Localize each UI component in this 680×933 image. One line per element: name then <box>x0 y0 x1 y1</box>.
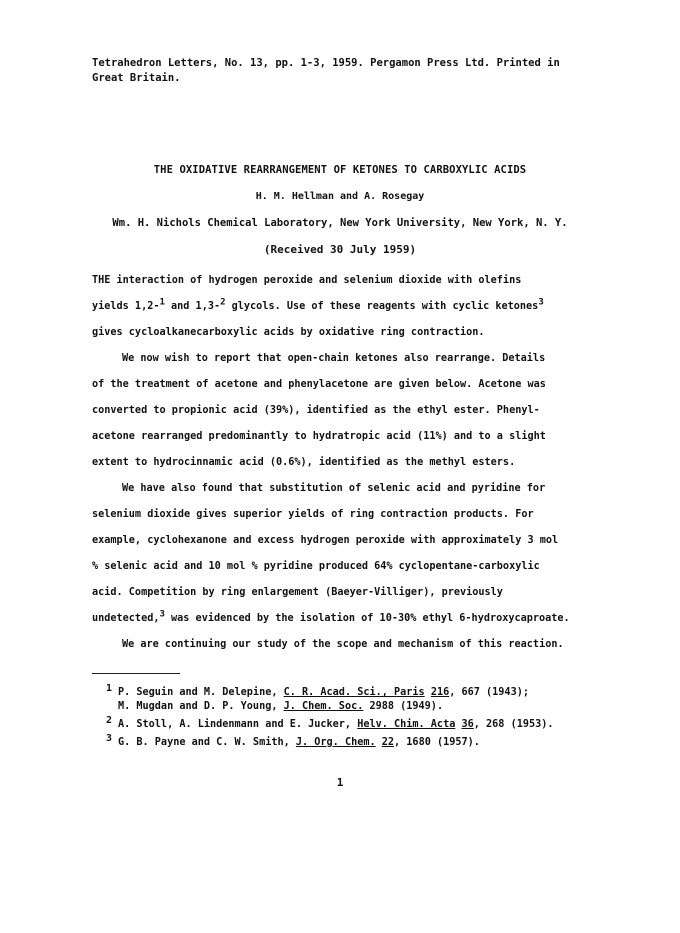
journal-name: J. Chem. Soc. <box>283 701 364 712</box>
footnote-text: , 667 (1943); <box>449 687 529 698</box>
footnote-mark: 1 <box>106 683 113 694</box>
body-line <box>92 294 592 320</box>
body-line: converted to propionic acid (39%), identified as the ethyl ester. Phenyl- <box>92 405 540 416</box>
footnote-text: , 268 (1953). <box>473 719 554 730</box>
paragraph-4 <box>92 632 592 658</box>
reference-superscript: 3 <box>159 609 165 620</box>
article-title: THE OXIDATIVE REARRANGEMENT OF KETONES TO CARBOXYLIC ACIDS <box>153 164 527 176</box>
footnote-mark: 3 <box>106 733 113 744</box>
author-affiliation: Wm. H. Nichols Chemical Laboratory, New York University, New York, N. Y. <box>112 217 568 229</box>
reference-superscript: 1 <box>159 297 165 308</box>
body-line: selenium dioxide gives superior yields of ring contraction products. For <box>92 509 534 520</box>
body-line: acetone rearranged predominantly to hydratropic acid (11%) and to a slight <box>92 431 546 442</box>
body-text: was evidenced by the isolation of 10-30% ethyl 6-hydroxycaproate. <box>164 613 570 624</box>
body-line: of the treatment of acetone and phenylacetone are given below. Acetone was <box>92 379 546 390</box>
journal-header-line-1: Tetrahedron Letters, No. 13, pp. 1-3, 1959. Pergamon Press Ltd. Printed in <box>92 57 560 69</box>
body-text: undetected, <box>92 613 160 624</box>
body-line: THE interaction of hydrogen peroxide and selenium dioxide with olefins <box>92 275 522 286</box>
body-line: We have also found that substitution of selenic acid and pyridine for <box>122 483 546 494</box>
footnote-text: 2988 (1949). <box>363 701 444 712</box>
paragraph-3 <box>92 476 592 632</box>
volume-number: 216 <box>430 687 450 698</box>
journal-name: C. R. Acad. Sci., Paris <box>283 687 425 698</box>
reference-superscript: 3 <box>538 297 544 308</box>
paragraph-1 <box>92 268 592 346</box>
footnote-text: M. Mugdan and D. P. Young, <box>118 701 284 712</box>
article-authors: H. M. Hellman and A. Rosegay <box>255 191 425 202</box>
body-line: We now wish to report that open-chain ketones also rearrange. Details <box>122 353 546 364</box>
journal-name: J. Org. Chem. <box>295 737 376 748</box>
article-body <box>92 268 592 658</box>
footnote-text: A. Stoll, A. Lindenmann and E. Jucker, <box>118 719 358 730</box>
footnote-text: P. Seguin and M. Delepine, <box>118 687 284 698</box>
body-line: example, cyclohexanone and excess hydrogen peroxide with approximately 3 mol <box>92 535 559 546</box>
footnote-divider <box>92 673 180 674</box>
body-line: gives cycloalkanecarboxylic acids by oxidative ring contraction. <box>92 327 485 338</box>
footnote-text: G. B. Payne and C. W. Smith, <box>118 737 296 748</box>
footnote-1-continued <box>118 700 598 714</box>
footnotes <box>106 683 598 750</box>
paragraph-2 <box>92 346 592 476</box>
received-date: (Received 30 July 1959) <box>263 243 417 256</box>
body-line: acid. Competition by ring enlargement (Baeyer-Villiger), previously <box>92 587 503 598</box>
body-line: extent to hydrocinnamic acid (0.6%), identified as the methyl esters. <box>92 457 516 468</box>
volume-number: 36 <box>461 719 474 730</box>
body-line: We are continuing our study of the scope and mechanism of this reaction. <box>122 639 564 650</box>
volume-number: 22 <box>381 737 395 748</box>
footnote-mark: 2 <box>106 715 113 726</box>
body-text: glycols. Use of these reagents with cyclic ketones <box>225 301 539 312</box>
body-line: % selenic acid and 10 mol % pyridine produced 64% cyclopentane-carboxylic <box>92 561 540 572</box>
page-number: 1 <box>336 776 344 789</box>
journal-header-line-2: Great Britain. <box>92 72 181 84</box>
footnote-1 <box>106 683 598 700</box>
reference-superscript: 2 <box>220 297 226 308</box>
footnote-3 <box>106 733 598 750</box>
body-text: yields 1,2- <box>92 301 160 312</box>
journal-header <box>92 56 592 86</box>
footnote-text: , 1680 (1957). <box>394 737 480 748</box>
body-text: and 1,3- <box>164 301 221 312</box>
footnote-2 <box>106 715 598 732</box>
journal-name: Helv. Chim. Acta <box>357 719 456 730</box>
body-line <box>92 606 592 632</box>
